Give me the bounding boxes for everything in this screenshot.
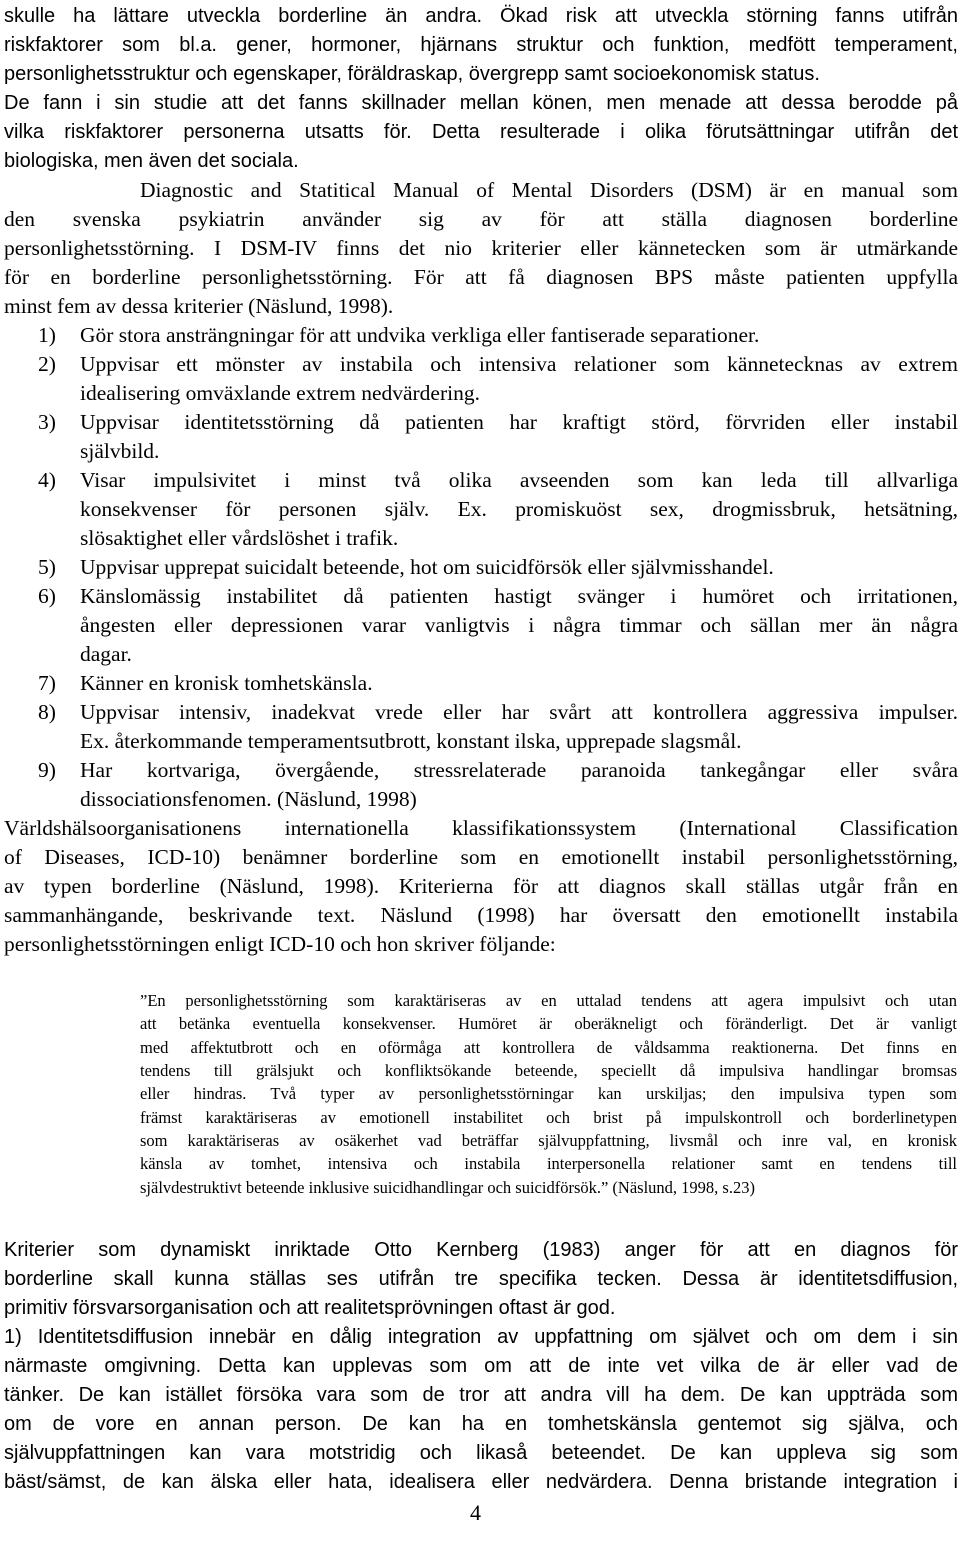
body-text-line: personlighetsstörningen enligt ICD-10 och hon skriver följande:: [4, 932, 556, 956]
body-text-line: Diagnostic and Statitical Manual of Mental Disorders (DSM) är en manual som: [140, 178, 958, 202]
list-item: Uppvisar identitetsstörning då patienten har kraftigt störd, förvriden eller instabil: [80, 410, 958, 434]
body-text-line: den svenska psykiatrin använder sig av för att ställa diagnosen borderline: [4, 207, 958, 231]
body-text-line: sammanhängande, beskrivande text. Näslund (1998) har översatt den emotionellt instabila: [4, 903, 958, 927]
list-item: Har kortvariga, övergående, stressrelaterade paranoida tankegångar eller svåra: [80, 758, 958, 782]
quote-line: främst karaktäriseras av emotionell instabilitet och brist på impulskontroll och borderlinetypen: [140, 1108, 957, 1127]
body-text-line: personlighetsstruktur och egenskaper, föräldraskap, övergrepp samt socioekonomisk status.: [4, 63, 820, 85]
quote-line: tendens till grälsjukt och konfliktsökande beteende, speciellt då impulsiva handlingar bromsas: [140, 1061, 957, 1080]
body-text-line: Världshälsoorganisationens internationella klassifikationssystem (International Classification: [4, 816, 958, 840]
list-item-number: 9): [38, 758, 56, 782]
quote-line: självdestruktivt beteende inklusive suicidhandlingar och suicidförsök.” (Näslund, 1998, s.23): [140, 1178, 755, 1197]
list-item: Uppvisar intensiv, inadekvat vrede eller har svårt att kontrollera aggressiva impulser.: [80, 700, 958, 724]
quote-line: som karaktäriseras av osäkerhet vad beträffar självuppfattning, livsmål och inre val, en kronisk: [140, 1131, 957, 1150]
list-item-number: 3): [38, 410, 56, 434]
body-text-line: närmaste omgivning. Detta kan upplevas som om att de inte vet vilka de är eller vad de: [4, 1355, 958, 1377]
list-item-number: 1): [38, 323, 56, 347]
body-text-line: vilka riskfaktorer personerna utsatts för. Detta resulterade i olika förutsättningar utifrån det: [4, 121, 958, 143]
body-text-line: för en borderline personlighetsstörning. För att få diagnosen BPS måste patienten uppfylla: [4, 265, 958, 289]
list-item: Ex. återkommande temperamentsutbrott, konstant ilska, upprepade slagsmål.: [80, 729, 742, 753]
body-text-line: självuppfattningen kan vara motstridig och likaså beteendet. De kan uppleva sig som: [4, 1442, 958, 1464]
list-item: självbild.: [80, 439, 160, 463]
body-text-line: Kriterier som dynamiskt inriktade Otto Kernberg (1983) anger för att en diagnos för: [4, 1239, 958, 1261]
list-item: ångesten eller depressionen varar vanligtvis i några timmar och sällan mer än några: [80, 613, 958, 637]
quote-line: med affektutbrott och en oförmåga att kontrollera de våldsamma reaktionerna. Det finns en: [140, 1038, 957, 1057]
body-text-line: of Diseases, ICD-10) benämner borderline som en emotionellt instabil personlighetsstörning,: [4, 845, 958, 869]
list-item: dagar.: [80, 642, 132, 666]
list-item: konsekvenser för personen själv. Ex. promiskuöst sex, drogmissbruk, hetsätning,: [80, 497, 958, 521]
list-item: idealisering omväxlande extrem nedvärdering.: [80, 381, 480, 405]
quote-line: att betänka eventuella konsekvenser. Humöret är oberäkneligt och föränderligt. Det är vanligt: [140, 1014, 957, 1033]
body-text-line: primitiv försvarsorganisation och att realitetsprövningen oftast är god.: [4, 1297, 616, 1319]
list-item: dissociationsfenomen. (Näslund, 1998): [80, 787, 417, 811]
quote-line: eller hindras. Två typer av personlighetsstörningar kan urskiljas; den impulsiva typen som: [140, 1084, 957, 1103]
body-text-line: tänker. De kan istället försöka vara som de tror att andra vill ha dem. De kan uppträda som: [4, 1384, 958, 1406]
list-item: Gör stora ansträngningar för att undvika verkliga eller fantiserade separationer.: [80, 323, 760, 347]
body-text-line: personlighetsstörning. I DSM-IV finns det nio kriterier eller kännetecken som är utmärkande: [4, 236, 958, 260]
list-item-number: 7): [38, 671, 56, 695]
list-item-number: 4): [38, 468, 56, 492]
list-item-number: 6): [38, 584, 56, 608]
quote-line: ”En personlighetsstörning som karaktäriseras av en uttalad tendens att agera impulsivt och utan: [140, 991, 957, 1010]
body-text-line: borderline skall kunna ställas ses utifrån tre specifika tecken. Dessa är identitetsdiffusion,: [4, 1268, 958, 1290]
list-item: Uppvisar ett mönster av instabila och intensiva relationer som kännetecknas av extrem: [80, 352, 958, 376]
list-item: Känner en kronisk tomhetskänsla.: [80, 671, 373, 695]
body-text-line: bäst/sämst, de kan älska eller hata, idealisera eller nedvärdera. Denna bristande integration i: [4, 1471, 958, 1493]
list-item: Känslomässig instabilitet då patienten hastigt svänger i humöret och irritationen,: [80, 584, 958, 608]
body-text-line: minst fem av dessa kriterier (Näslund, 1998).: [4, 294, 394, 318]
list-item-number: 8): [38, 700, 56, 724]
list-item: slösaktighet eller vårdslöshet i trafik.: [80, 526, 399, 550]
body-text-line: om de vore en annan person. De kan ha en tomhetskänsla gentemot sig själva, och: [4, 1413, 958, 1435]
body-text-line: De fann i sin studie att det fanns skillnader mellan könen, men menade att dessa berodde på: [4, 92, 958, 114]
body-text-line: biologiska, men även det sociala.: [4, 150, 299, 172]
list-item-number: 2): [38, 352, 56, 376]
body-text-line: av typen borderline (Näslund, 1998). Kriterierna för att diagnos skall ställas utgår från en: [4, 874, 958, 898]
body-text-line: skulle ha lättare utveckla borderline än andra. Ökad risk att utveckla störning fanns utifrån: [4, 5, 958, 27]
body-text-line: riskfaktorer som bl.a. gener, hormoner, hjärnans struktur och funktion, medfött temperament,: [4, 34, 958, 56]
list-item-number: 5): [38, 555, 56, 579]
page-number: 4: [470, 1500, 481, 1525]
list-item: Uppvisar upprepat suicidalt beteende, hot om suicidförsök eller självmisshandel.: [80, 555, 774, 579]
list-item: Visar impulsivitet i minst två olika avseenden som kan leda till allvarliga: [80, 468, 958, 492]
quote-line: känsla av tomhet, intensiva och instabila interpersonella relationer samt en tendens till: [140, 1154, 957, 1173]
body-text-line: 1) Identitetsdiffusion innebär en dålig integration av uppfattning om självet och om dem i sin: [4, 1326, 958, 1348]
